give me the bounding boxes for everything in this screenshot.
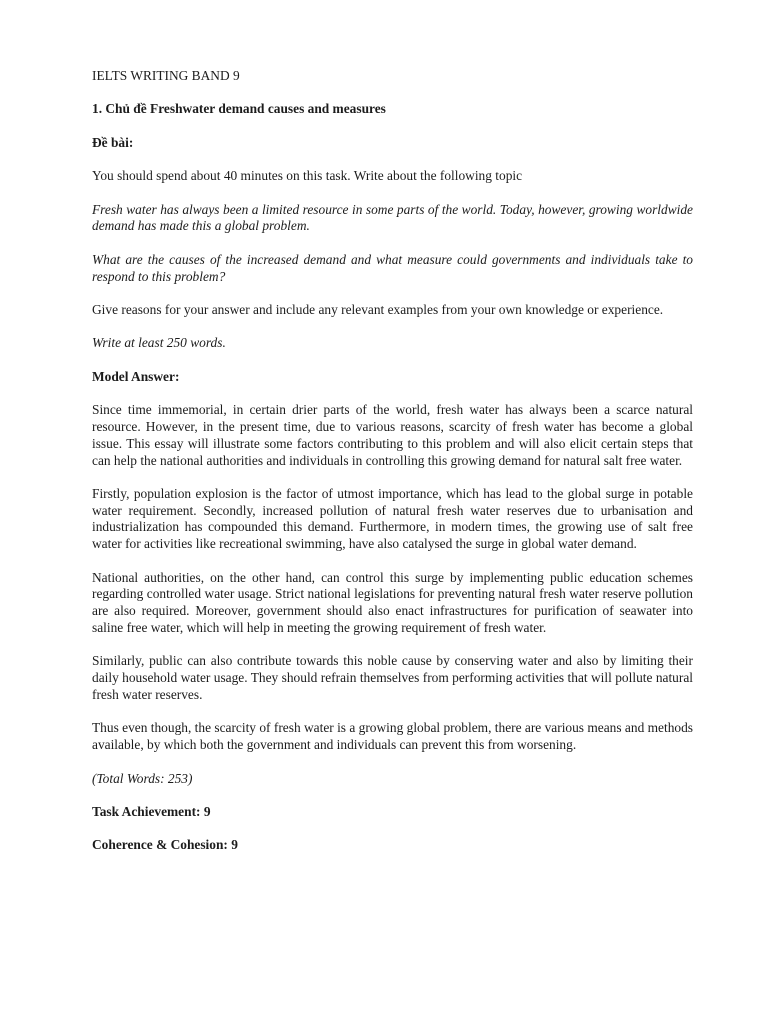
total-words: (Total Words: 253)	[92, 770, 193, 786]
answer-paragraph-public: Similarly, public can also contribute towards this noble cause by conserving water and also by limiting their daily household water usage. They should refrain themselves from performing activities that will pollute natural fresh water reserves.	[92, 653, 693, 703]
model-answer-label: Model Answer:	[92, 368, 180, 384]
answer-paragraph-conclusion: Thus even though, the scarcity of fresh water is a growing global problem, there are various means and methods available, by which both the government and individuals can prevent this from worsening.	[92, 720, 693, 753]
coherence-cohesion-score	[92, 837, 693, 854]
document-page	[92, 68, 693, 871]
answer-paragraph-government: National authorities, on the other hand, can control this surge by implementing public education schemes regarding controlled water usage. Strict national legislations for preventing natural fresh water reserve pollution are also required. Moreover, government should also enact infrastructures for purification of seawater into saline free water, which will help in meeting the growing requirement of fresh water.	[92, 569, 693, 636]
task-statement: Fresh water has always been a limited resource in some parts of the world. Today, however, growing worldwide demand has made this a global problem.	[92, 201, 693, 234]
coherence-cohesion-text: Coherence & Cohesion: 9	[92, 837, 238, 853]
task-question: What are the causes of the increased demand and what measure could governments and individuals take to respond to this problem?	[92, 251, 693, 284]
task-achievement-score	[92, 804, 693, 821]
document-header: IELTS WRITING BAND 9	[92, 68, 240, 83]
answer-paragraph-intro: Since time immemorial, in certain drier parts of the world, fresh water has always been a scarce natural resource. However, in the present time, due to various reasons, scarcity of fresh water has become a global issue. This essay will illustrate some factors contributing to this problem and will also elicit certain steps that can help the national authorities and individuals in controlling this growing demand for natural salt free water.	[92, 402, 693, 468]
task-instruction: You should spend about 40 minutes on this task. Write about the following topic	[92, 168, 523, 184]
word-requirement: Write at least 250 words.	[92, 335, 226, 351]
answer-paragraph-causes: Firstly, population explosion is the factor of utmost importance, which has lead to the global surge in potable water requirement. Secondly, increased pollution of natural fresh water reserves due to urbanisation and industrialization has compounded this demand. Furthermore, in modern times, the growing use of salt free water for activities like recreational swimming, have also catalysed the surge in global water demand.	[92, 485, 693, 552]
task-achievement-text: Task Achievement: 9	[92, 804, 211, 820]
prompt-label: Đề bài:	[92, 134, 134, 150]
topic-title: 1. Chủ đề Freshwater demand causes and measures	[92, 101, 386, 117]
reasons-instruction: Give reasons for your answer and include any relevant examples from your own knowledge or experience.	[92, 301, 664, 317]
